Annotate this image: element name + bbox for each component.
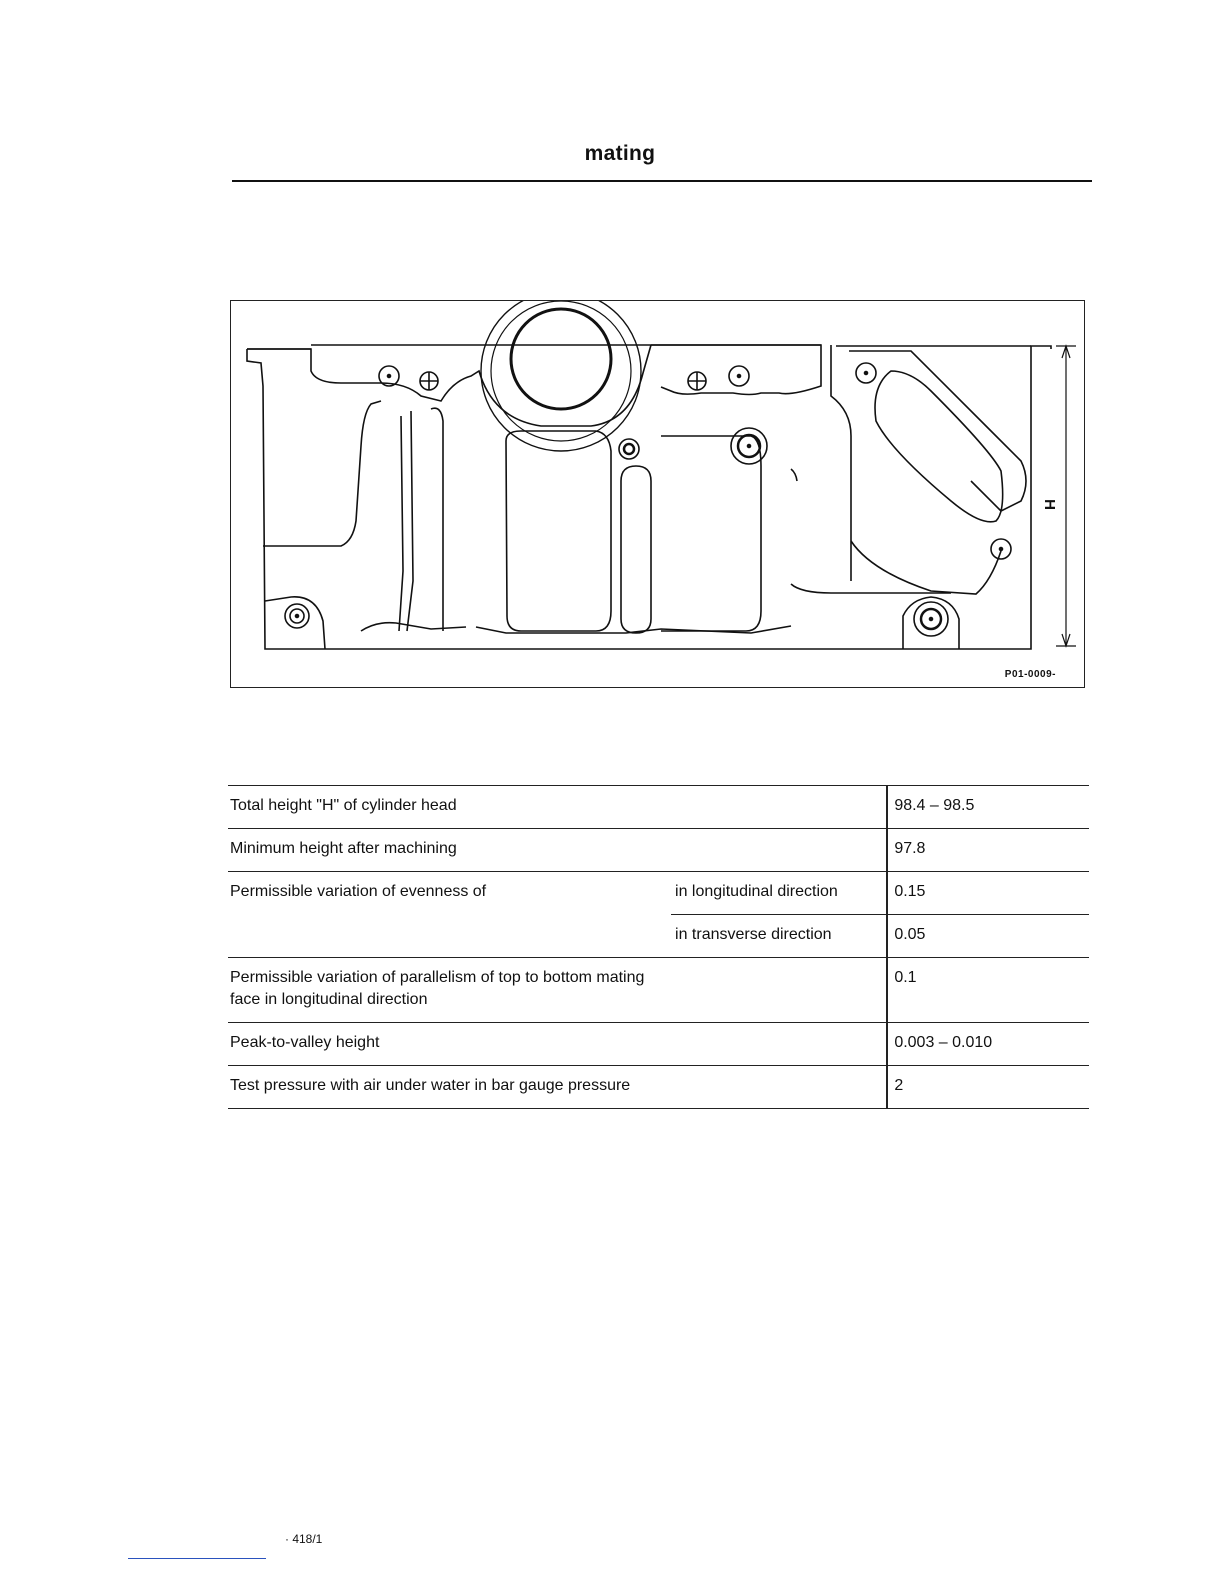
row-value: 0.15 [887,872,1089,915]
rib-right-2 [791,584,951,593]
central-port-left [506,431,611,631]
page-code: · 418/1 [285,1532,323,1546]
row-desc: Minimum height after machining [228,829,671,872]
row-desc: Permissible variation of parallelism of top to bottom mating face in longitudinal direction [228,958,671,1023]
table-row [228,958,1089,1023]
page-title: mating [584,142,656,165]
row-value: 98.4 – 98.5 [887,786,1089,829]
left-wall-1 [399,416,403,631]
central-port-right [661,436,761,631]
lower-right-boss [903,597,959,649]
row-desc [228,915,671,958]
row-value: 97.8 [887,829,1089,872]
table-row [228,915,1089,958]
table-row [228,829,1089,872]
row-value: 0.05 [887,915,1089,958]
title-rule [232,180,1092,182]
dimension-label-h: H [1040,499,1058,510]
right-web [651,345,821,395]
row-value: 0.003 – 0.010 [887,1023,1089,1066]
right-upper-lobe [831,345,851,581]
camshaft-bore-outer [481,301,641,451]
row-sub: in transverse direction [671,915,887,958]
row-desc: Test pressure with air under water in bar gauge pressure [228,1066,671,1109]
table-row [228,786,1089,829]
crosshair-1 [420,372,438,390]
footer-rule [128,1558,266,1559]
row-sub [671,958,887,1023]
row-desc: Peak-to-valley height [228,1023,671,1066]
row-sub [671,1023,887,1066]
row-sub: in longitudinal direction [671,872,887,915]
bolt-hole-8 [619,439,639,459]
spec-table [228,785,1089,1109]
row-sub [671,829,887,872]
left-flange [247,345,651,426]
row-desc: Permissible variation of evenness of [228,872,671,915]
figure-reference: P01-0009- [1004,669,1056,680]
central-slot [621,466,651,633]
diagonal-port [875,371,1003,522]
row-value: 0.1 [887,958,1089,1023]
table-row [228,1066,1089,1109]
row-desc: Total height "H" of cylinder head [228,786,671,829]
table-row [228,872,1089,915]
cylinder-head-drawing [231,301,1083,686]
row-sub [671,786,887,829]
crosshair-2 [688,372,706,390]
left-wall-2 [407,411,413,631]
left-wall-3 [431,408,443,631]
left-jacket [263,401,381,546]
cylinder-head-figure [230,300,1085,688]
table-row [228,1023,1089,1066]
row-value: 2 [887,1066,1089,1109]
rib-right-1 [791,469,797,481]
diagonal-lower-edge [851,541,1001,594]
bottom-channel-2 [476,626,791,633]
bottom-channel-1 [361,623,466,631]
camshaft-bore-inner [511,309,611,409]
row-sub [671,1066,887,1109]
